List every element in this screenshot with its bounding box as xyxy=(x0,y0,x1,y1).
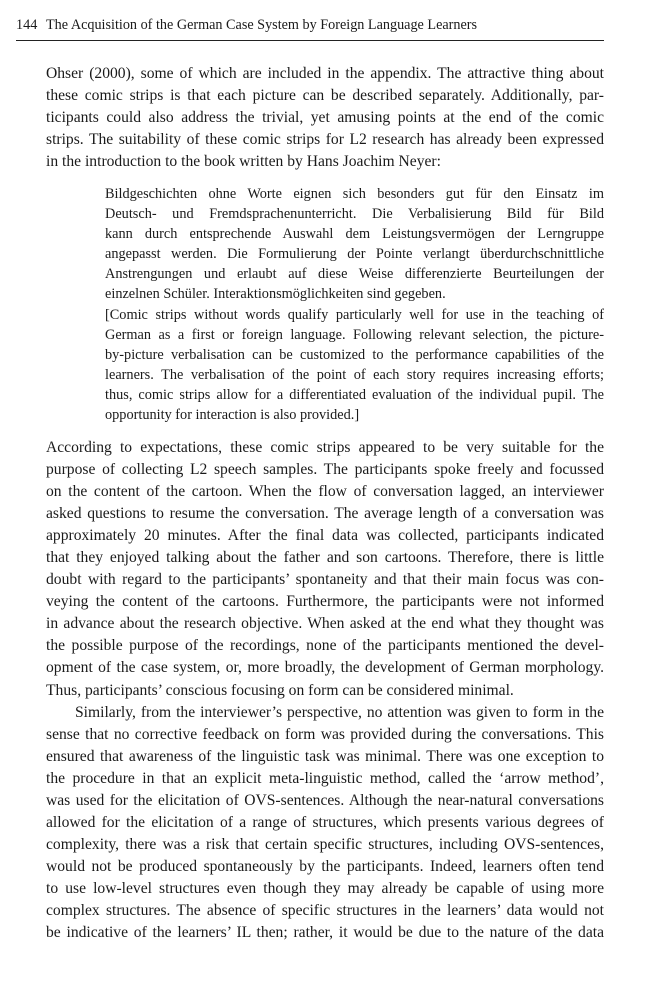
quote-line: learners. The verbalisation of the point of each story requires increasing efforts; xyxy=(105,366,604,383)
quote-line: Bildgeschichten ohne Worte eignen sich besonders gut für den Einsatz im xyxy=(105,186,604,202)
text-line: be indicative of the learners’ IL then; rather, it would be due to the nature of the data xyxy=(46,924,604,942)
text-line: the procedure in that an explicit meta-linguistic method, called the ‘arrow method’, xyxy=(46,769,604,787)
text-line: on the content of the cartoon. When the flow of conversation lagged, an interviewer xyxy=(46,483,604,501)
text-line: ensured that awareness of the linguistic task was minimal. There was one exception to xyxy=(46,747,604,765)
text-line: the possible purpose of the recordings, none of the participants mentioned the devel- xyxy=(46,637,604,655)
quote-line: einzelnen Schüler. Interaktionsmöglichkeiten sind gegeben. xyxy=(105,286,446,303)
main-body xyxy=(46,437,604,944)
running-header xyxy=(16,14,604,41)
german-quote xyxy=(105,184,604,305)
paragraph-3 xyxy=(46,702,604,945)
block-quote xyxy=(105,184,604,425)
text-line: purpose of collecting L2 speech samples. The participants spoke freely and focussed xyxy=(46,461,604,479)
text-line: Ohser (2000), some of which are included in the appendix. The attractive thing about xyxy=(46,65,604,82)
quote-line: opportunity for interaction is also provided.] xyxy=(105,407,360,424)
quote-line: thus, comic strips allow for a differentiated evaluation of the individual pupil. The xyxy=(105,386,604,403)
text-line: to use low-level structures even though they may already be capable of using more xyxy=(46,879,604,897)
page-number: 144 xyxy=(16,17,38,33)
quote-line: angepasst werden. Die Formulierung der Pointe verlangt überdurchschnittliche xyxy=(105,246,604,263)
text-line: these comic strips is that each picture can be described separately. Additionally, par- xyxy=(46,87,604,105)
text-line: According to expectations, these comic strips appeared to be very suitable for the xyxy=(46,439,604,456)
text-line: asked questions to resume the conversation. The average length of a conversation was xyxy=(46,505,604,523)
quote-line: kann durch entsprechende Auswahl dem Leistungsvermögen der Lerngruppe xyxy=(105,226,604,243)
quote-line: Anstrengungen und erlaubt auf diese Weise differenzierte Beurteilungen der xyxy=(105,266,604,283)
quote-line: Deutsch- und Fremdsprachenunterricht. Die Verbalisierung Bild für Bild xyxy=(105,206,604,223)
text-line: complex structures. The absence of specific structures in the learners’ data would not xyxy=(46,901,604,919)
text-line: in the introduction to the book written by Hans Joachim Neyer: xyxy=(46,153,441,171)
intro-paragraph xyxy=(46,63,604,173)
running-title: The Acquisition of the German Case System by Foreign Language Learners xyxy=(46,17,478,33)
quote-line: German as a first or foreign language. Following relevant selection, the picture- xyxy=(105,326,604,343)
text-line: Thus, participants’ conscious focusing on form can be considered minimal. xyxy=(46,681,514,699)
text-line: complexity, there was a risk that certain specific structures, including OVS-sentences, xyxy=(46,835,604,853)
text-line: would not be produced spontaneously by the participants. Indeed, learners often tend xyxy=(46,857,604,875)
text-line: Similarly, from the interviewer’s perspective, no attention was given to form in the xyxy=(75,703,604,721)
text-line: strips. The suitability of these comic strips for L2 research has already been expressed xyxy=(46,131,604,149)
text-line: ticipants could also address the trivial, yet amusing points at the end of the comic xyxy=(46,109,604,127)
text-line: that they enjoyed talking about the father and son cartoons. Therefore, there is little xyxy=(46,549,604,567)
quote-line: by-picture verbalisation can be customized to the performance capabilities of the xyxy=(105,346,604,363)
text-line: allowed for the elicitation of a range of structures, which presents various degrees of xyxy=(46,813,604,831)
translation-quote xyxy=(105,305,604,426)
text-line: sense that no corrective feedback on form was provided during the conversations. This xyxy=(46,725,604,743)
quote-line: [Comic strips without words qualify particularly well for use in the teaching of xyxy=(105,306,604,323)
text-line: in advance about the research objective. When asked at the end what they thought was xyxy=(46,615,604,633)
text-line: opment of the case system, or, more broadly, the development of German morphology. xyxy=(46,659,604,677)
text-line: veying the content of the cartoons. Furthermore, the participants were not informed xyxy=(46,593,604,611)
text-line: was used for the elicitation of OVS-sentences. Although the near-natural conversations xyxy=(46,791,604,809)
text-line: doubt with regard to the participants’ spontaneity and that their main focus was con- xyxy=(46,571,604,589)
text-line: approximately 20 minutes. After the final data was collected, participants indicated xyxy=(46,527,604,545)
paragraph-2 xyxy=(46,437,604,702)
